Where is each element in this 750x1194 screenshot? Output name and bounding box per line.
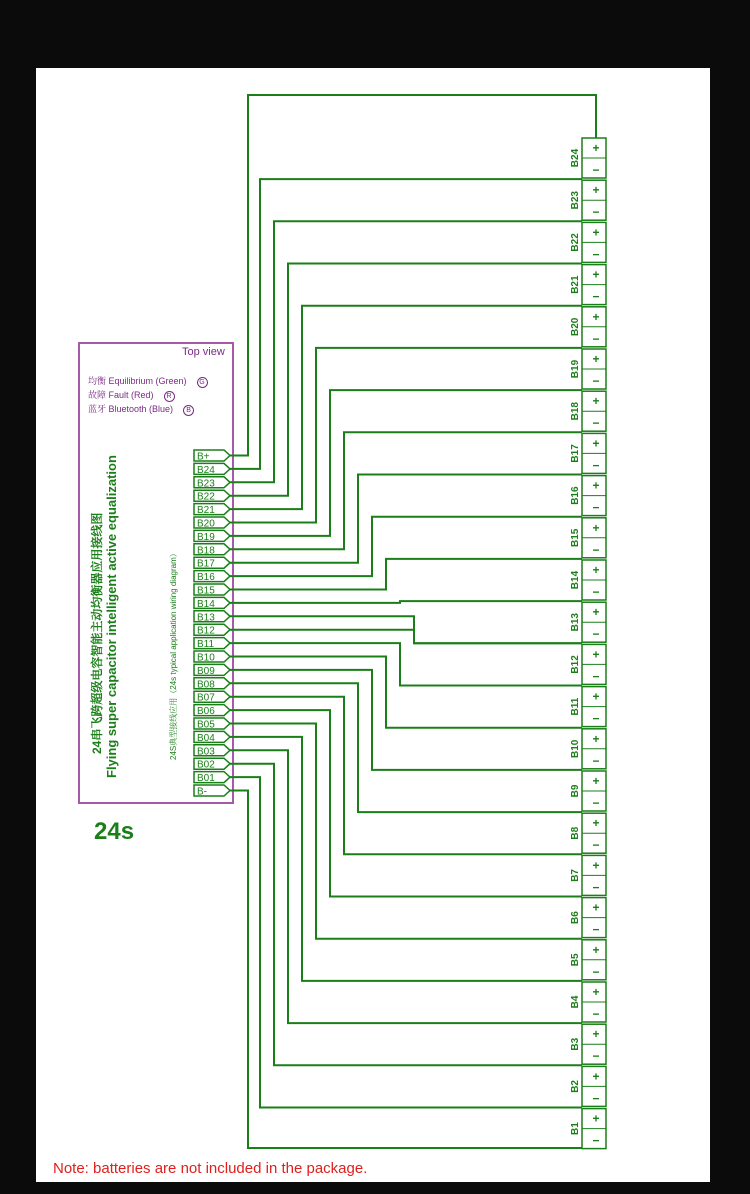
battery-minus-label: −: [592, 669, 600, 684]
battery-cell-label: B13: [570, 613, 581, 632]
wire-upper-junction: [230, 306, 582, 509]
connector-pin-label: B20: [197, 518, 215, 530]
wire-upper-junction: [230, 517, 582, 576]
wire-lower-junction: [230, 750, 582, 1023]
battery-cell-label: B11: [570, 697, 581, 716]
battery-cell-label: B15: [570, 528, 581, 547]
wire-lower-junction: [230, 724, 582, 939]
battery-minus-label: −: [592, 416, 600, 431]
battery-cell-label: B18: [570, 402, 581, 421]
connector-pin-label: B05: [197, 719, 215, 731]
connector-pin-label: B10: [197, 652, 215, 664]
battery-plus-label: +: [592, 563, 600, 577]
battery-cell-label: B9: [570, 784, 581, 798]
battery-minus-label: −: [592, 838, 600, 853]
battery-plus-label: +: [592, 942, 600, 957]
battery-cell-label: B4: [570, 995, 581, 1009]
wire-lower-junction: [230, 643, 582, 685]
battery-plus-label: +: [592, 352, 600, 366]
battery-plus-label: +: [592, 647, 600, 662]
connector-pin-label: B06: [197, 706, 215, 718]
battery-minus-label: −: [592, 289, 600, 304]
connector-pin-label: B24: [197, 464, 215, 476]
battery-plus-label: +: [592, 520, 600, 535]
connector-pin-label: B16: [197, 572, 215, 584]
connector-pin-label: B14: [197, 598, 215, 610]
battery-cell-label: B2: [570, 1080, 581, 1093]
connector-pin-label: B13: [197, 612, 215, 624]
connector-pin-label: B03: [197, 746, 215, 758]
battery-plus-label: +: [592, 858, 600, 873]
battery-minus-label: −: [592, 627, 600, 642]
battery-minus-label: −: [592, 1049, 600, 1064]
connector-pin-label: B19: [197, 531, 215, 543]
battery-cell-label: B6: [570, 911, 581, 924]
battery-minus-label: −: [592, 796, 600, 810]
wire-b-plus: [230, 95, 596, 456]
battery-minus-label: −: [592, 711, 600, 726]
battery-cell-label: B7: [570, 869, 581, 882]
battery-minus-label: −: [592, 500, 600, 515]
battery-plus-label: +: [592, 394, 600, 409]
battery-plus-label: +: [592, 141, 600, 155]
battery-minus-label: −: [592, 1091, 600, 1106]
legend-bluetooth-text: 蓝牙 Bluetooth (Blue): [88, 404, 174, 414]
connector-pin-label: B15: [197, 585, 215, 597]
wire-lower-junction: [230, 697, 582, 855]
battery-minus-label: −: [592, 247, 600, 262]
battery-minus-label: −: [592, 964, 600, 979]
wire-lower-junction: [230, 683, 582, 812]
wire-lower-junction: [230, 657, 582, 728]
battery-minus-label: −: [592, 585, 600, 599]
battery-cell-label: B24: [570, 148, 581, 168]
wire-upper-junction: [230, 221, 582, 482]
wire-lower-junction: [230, 777, 582, 1107]
connector-pin-label: B09: [197, 665, 215, 677]
battery-cell-label: B3: [570, 1037, 581, 1051]
connector-pin-label: B08: [197, 679, 215, 691]
battery-cell-label: B22: [570, 233, 581, 252]
battery-plus-label: +: [592, 309, 600, 324]
battery-plus-label: +: [592, 774, 600, 788]
wire-upper-junction: [230, 390, 582, 536]
connector-pin-label: B22: [197, 491, 215, 503]
top-view-label: Top view: [182, 346, 225, 358]
bluetooth-led-icon: B: [183, 405, 194, 416]
battery-cell-label: B23: [570, 191, 581, 210]
battery-plus-label: +: [592, 1111, 600, 1126]
module-title-cn: 24串飞跨超级电容智能主动均衡器应用接线图: [90, 512, 104, 754]
battery-plus-label: +: [592, 605, 600, 620]
battery-cell-label: B19: [570, 359, 581, 379]
battery-cell-label: B10: [570, 739, 581, 758]
wire-upper-junction: [230, 179, 582, 469]
module-title-en: Flying super capacitor intelligent active equalization: [104, 455, 119, 778]
battery-minus-label: −: [592, 1007, 600, 1021]
config-label: 24s: [94, 818, 135, 845]
battery-cell-label: B17: [570, 444, 581, 463]
connector-pin-label: B-: [197, 786, 207, 798]
connector-pin-label: B23: [197, 478, 215, 490]
connector-pin-label: B11: [197, 639, 215, 651]
battery-cell-label: B21: [570, 275, 581, 294]
battery-plus-label: +: [592, 1069, 600, 1084]
legend-equilibrium-text: 均衡 Equilibrium (Green): [88, 376, 187, 386]
battery-cell-label: B14: [570, 570, 581, 590]
battery-minus-label: −: [592, 753, 600, 768]
battery-plus-label: +: [592, 1027, 600, 1042]
battery-minus-label: −: [592, 163, 600, 177]
battery-minus-label: −: [592, 1133, 600, 1148]
connector-pin-label: B07: [197, 692, 215, 704]
connector-pin-label: B12: [197, 625, 215, 637]
battery-minus-label: −: [592, 880, 600, 895]
battery-plus-label: +: [592, 267, 600, 282]
connector-pin-label: B21: [197, 505, 215, 517]
battery-plus-label: +: [592, 900, 600, 915]
battery-minus-label: −: [592, 542, 600, 557]
battery-cell-label: B12: [570, 655, 581, 674]
wire-upper-junction: [230, 601, 582, 603]
battery-plus-label: +: [592, 478, 600, 493]
wire-lower-junction: [230, 764, 582, 1066]
wire-upper-junction: [230, 432, 582, 549]
equilibrium-led-icon: G: [197, 377, 208, 388]
battery-plus-label: +: [592, 985, 600, 999]
wire-lower-junction: [230, 630, 582, 644]
connector-pin-label: B01: [197, 773, 215, 785]
module-subtitle: 24S典型接线应用（24s typical application wiring diagram）: [169, 549, 178, 760]
wire-lower-junction: [230, 710, 582, 896]
battery-plus-label: +: [592, 689, 600, 704]
battery-cell-label: B5: [570, 953, 581, 967]
battery-plus-label: +: [592, 183, 600, 198]
battery-cell-label: B20: [570, 317, 581, 336]
fault-led-icon: R: [164, 391, 175, 402]
battery-cell-label: B8: [570, 826, 581, 840]
battery-minus-label: −: [592, 922, 600, 937]
battery-plus-label: +: [592, 731, 600, 746]
battery-minus-label: −: [592, 374, 600, 388]
wire-lower-junction: [230, 737, 582, 981]
battery-minus-label: −: [592, 331, 600, 346]
connector-pin-label: B18: [197, 545, 215, 557]
battery-cell-label: B16: [570, 486, 581, 505]
package-note: Note: batteries are not included in the package.: [53, 1160, 368, 1177]
legend-fault-text: 故障 Fault (Red): [88, 390, 154, 400]
battery-plus-label: +: [592, 816, 600, 831]
connector-pin-label: B17: [197, 558, 215, 570]
connector-pin-label: B04: [197, 732, 215, 744]
connector-pin-label: B02: [197, 759, 215, 771]
wire-upper-junction: [230, 264, 582, 496]
battery-minus-label: −: [592, 205, 600, 220]
battery-minus-label: −: [592, 458, 600, 473]
wire-b-minus: [230, 791, 582, 1149]
connector-pin-label: B+: [197, 451, 210, 463]
battery-plus-label: +: [592, 225, 600, 240]
battery-plus-label: +: [592, 436, 600, 451]
battery-cell-label: B1: [570, 1122, 581, 1135]
